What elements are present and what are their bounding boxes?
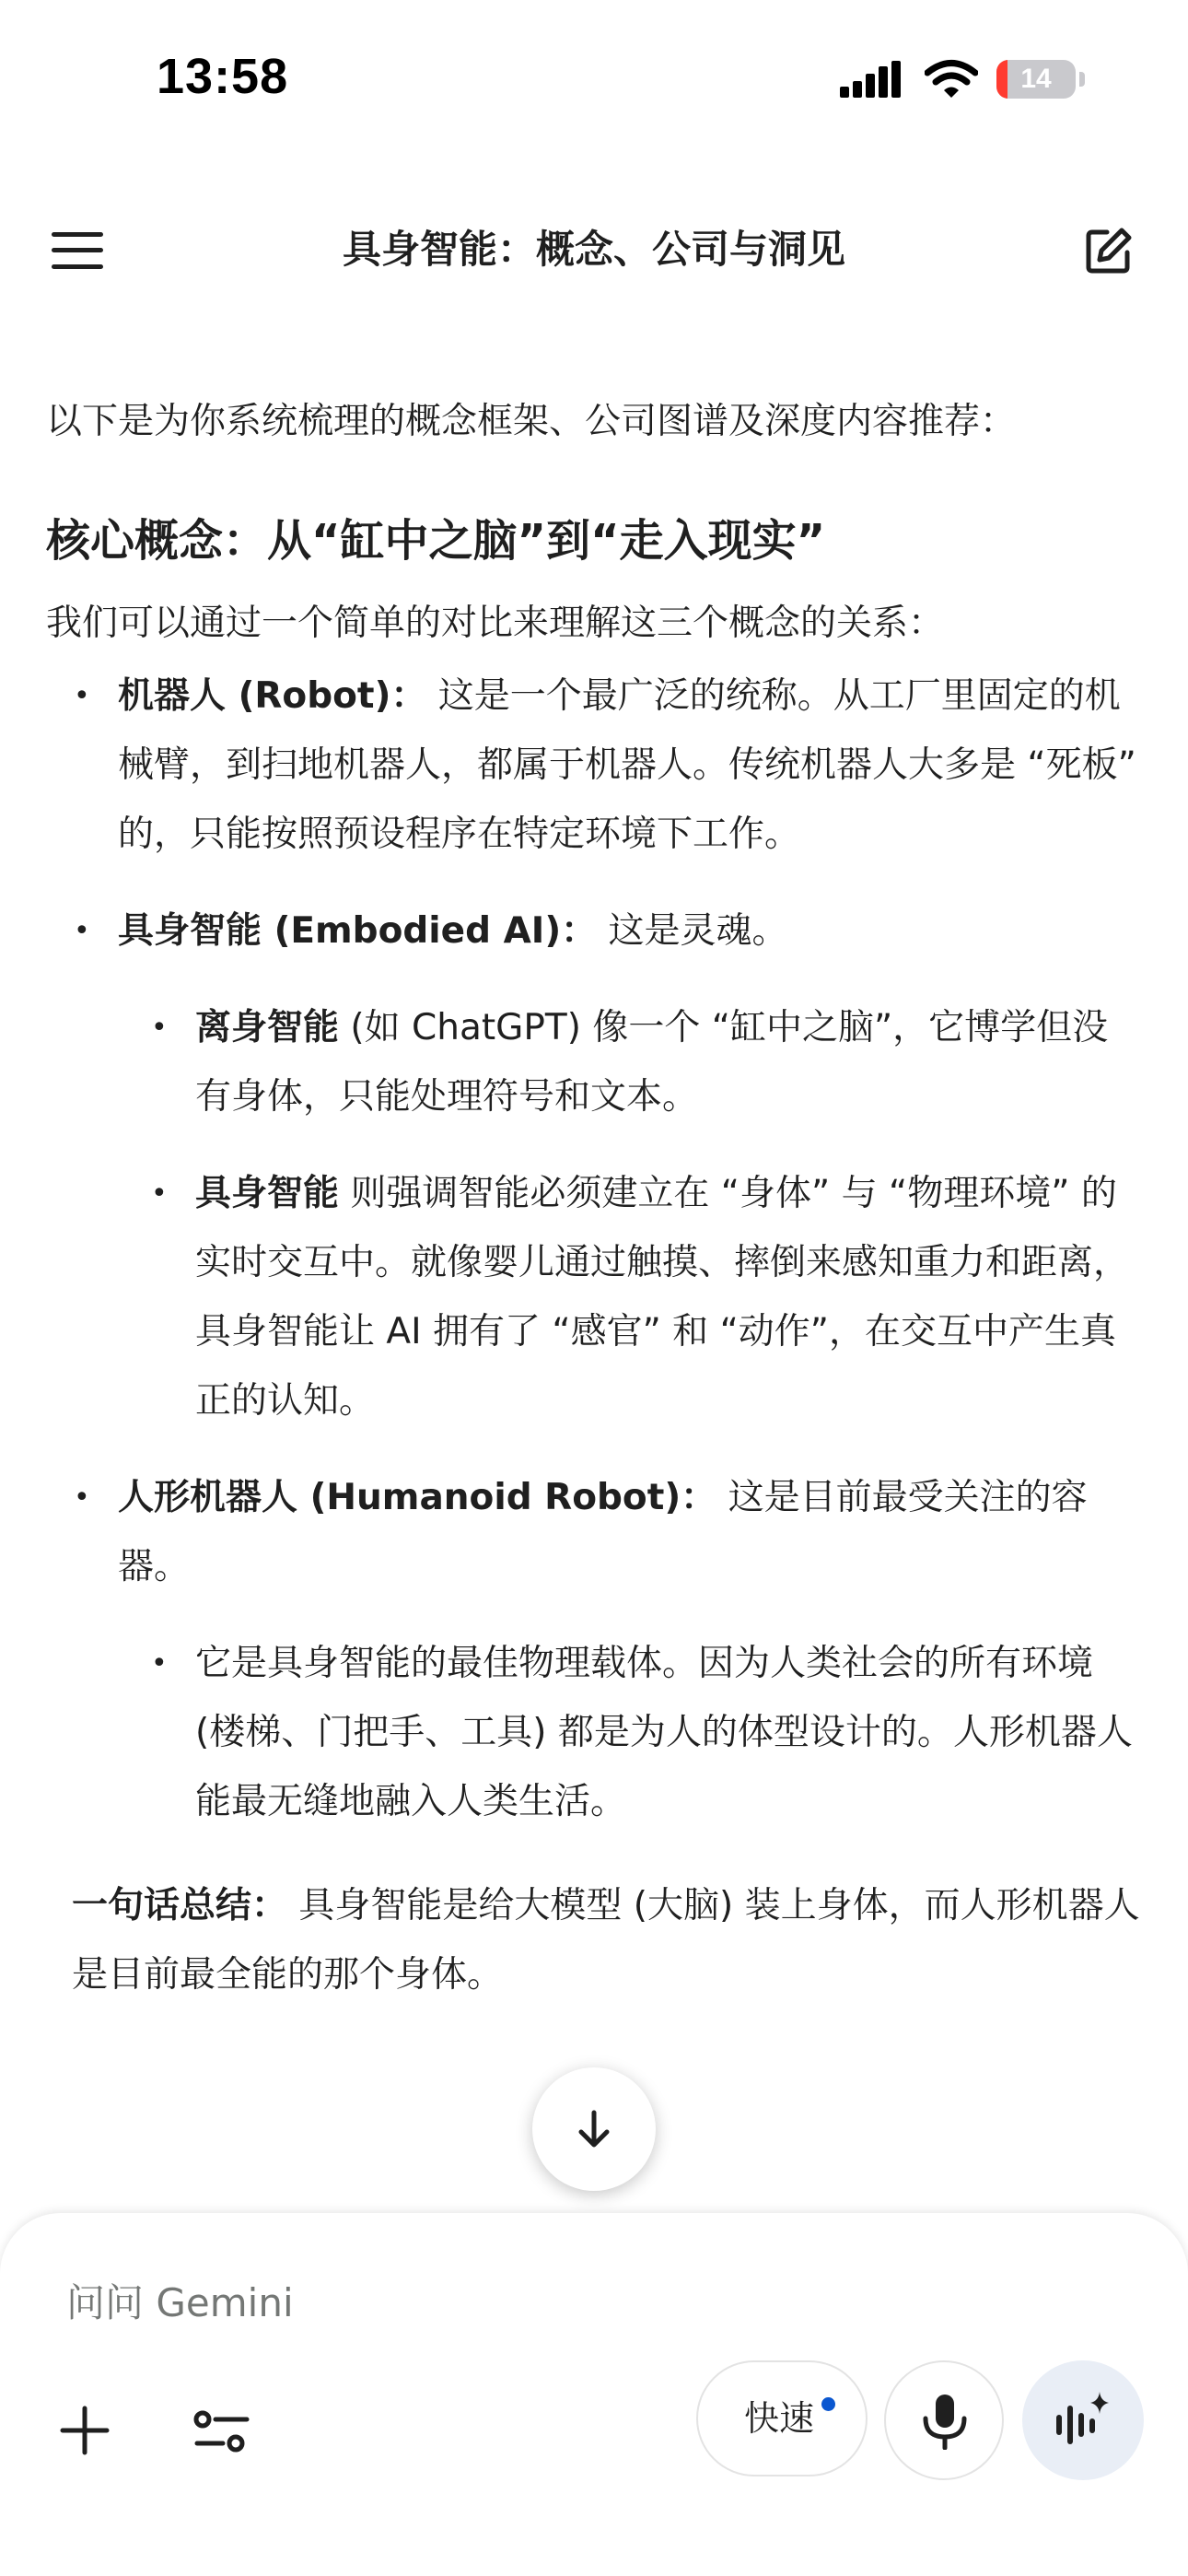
list-item-term: 机器人 (Robot)： <box>118 675 427 717</box>
list-item-term: 具身智能 (Embodied AI)： <box>118 910 598 952</box>
list-item-term: 人形机器人 (Humanoid Robot)： <box>118 1477 717 1518</box>
sub-item-term: 具身智能 <box>195 1173 340 1214</box>
sub-list <box>118 993 1142 1435</box>
section-heading: 核心概念：从“缸中之脑”到“走入现实” <box>46 515 826 567</box>
summary-term: 一句话总结： <box>72 1885 288 1926</box>
summary-body: 具身智能是给大模型 (大脑) 装上身体，而人形机器人是目前最全能的那个身体。 <box>72 1885 1140 1996</box>
list-item-text: 这是灵魂。 <box>597 910 788 952</box>
battery-cap <box>1079 72 1085 87</box>
summary-text <box>72 1871 1142 2009</box>
plus-icon[interactable] <box>57 2403 112 2458</box>
cellular-signal-icon <box>840 61 904 98</box>
scroll-down-button[interactable] <box>532 2067 656 2191</box>
arrow-down-icon <box>572 2107 616 2151</box>
mode-label: 快速 <box>744 2398 815 2439</box>
battery-level: 14 <box>1020 64 1052 94</box>
gemini-live-sparkle-icon <box>1054 2390 1112 2449</box>
sub-item-term: 离身智能 <box>195 1007 340 1048</box>
hamburger-menu-icon[interactable] <box>52 232 103 269</box>
list-item-robot <box>46 662 1142 869</box>
battery-indicator <box>996 60 1076 99</box>
list-item-text: 这是目前最受关注的容器。 <box>118 1477 1088 1587</box>
new-chat-edit-icon[interactable] <box>1083 225 1135 276</box>
composer-panel <box>0 2213 1188 2576</box>
page-title: 具身智能：概念、公司与洞见 <box>342 227 845 272</box>
sub-item-text: 它是具身智能的最佳物理载体。因为人类社会的所有环境 (楼梯、门把手、工具) 都是为人的体型设计的。人形机器人能最无缝地融入人类生活。 <box>195 1643 1133 1822</box>
microphone-button[interactable] <box>884 2360 1004 2480</box>
sub-item-text: (如 ChatGPT) 像一个 “缸中之脑”，它博学但没有身体，只能处理符号和文本。 <box>195 1007 1109 1118</box>
sub-list <box>118 1629 1142 1836</box>
sub-item-embodied <box>118 1159 1142 1435</box>
wifi-icon <box>925 59 978 100</box>
microphone-icon <box>918 2393 972 2450</box>
sub-item-text: 则强调智能必须建立在 “身体” 与 “物理环境” 的实时交互中。就像婴儿通过触摸、摔倒来感知重力和距离，具身智能让 AI 拥有了 “感官” 和 “动作”，在交互中产生真正的认知。 <box>195 1173 1130 1422</box>
gemini-live-button[interactable] <box>1022 2360 1144 2480</box>
list-item-embodied-ai <box>46 896 1142 1435</box>
tools-sliders-icon[interactable] <box>193 2403 250 2460</box>
mode-indicator-dot <box>821 2397 835 2411</box>
lead-text: 我们可以通过一个简单的对比来理解这三个概念的关系： <box>46 603 945 644</box>
list-item-text: 这是一个最广泛的统称。从工厂里固定的机械臂，到扫地机器人，都属于机器人。传统机器人大多是 “死板” 的，只能按照预设程序在特定环境下工作。 <box>118 675 1136 855</box>
mode-selector-button[interactable] <box>696 2360 868 2476</box>
response-content <box>46 387 1142 2009</box>
intro-text: 以下是为你系统梳理的概念框架、公司图谱及深度内容推荐： <box>46 401 1017 442</box>
list-item-humanoid <box>46 1463 1142 1836</box>
status-time: 13:58 <box>157 49 289 104</box>
concept-list <box>46 662 1142 1836</box>
prompt-input[interactable]: 问问 Gemini <box>66 2280 294 2325</box>
sub-item-carrier <box>118 1629 1142 1836</box>
sub-item-disembodied <box>118 993 1142 1131</box>
